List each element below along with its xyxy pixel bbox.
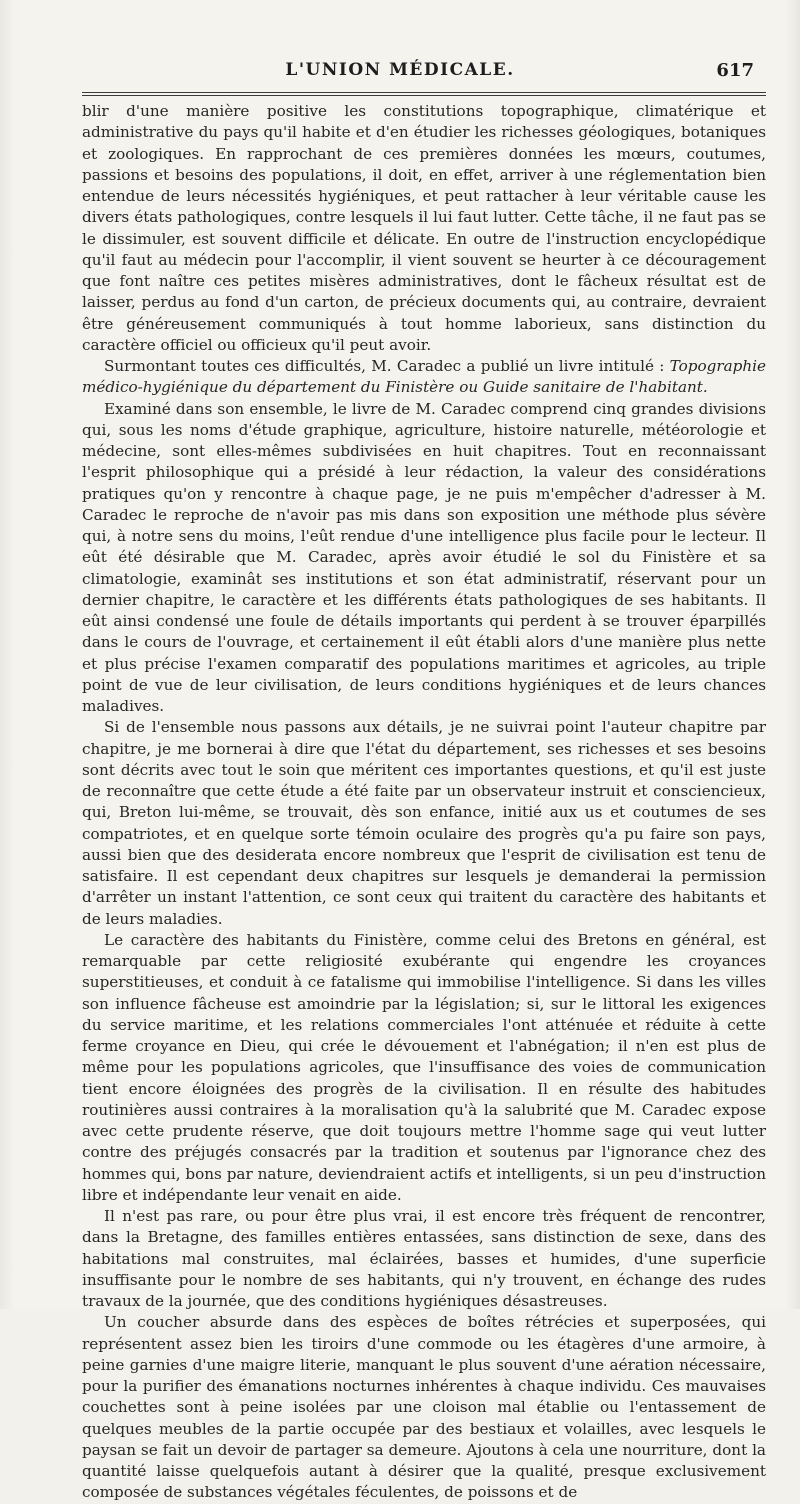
article-body [82, 101, 766, 1504]
paragraph-2: Examiné dans son ensemble, le livre de M. Caradec comprend cinq grandes divisions qui, sous les noms d'étude graphique, agriculture, histoire naturelle, météorologie et médecine, sont elles-mêmes subdivisées en huit chapitres. Tout en reconnaissant l'esprit philosophique qui a présidé à leur rédaction, la valeur des considérations pratiques qu'on y rencontre à chaque page, je ne puis m'empêcher d'adresser à M. Caradec le reproche de n'avoir pas mis dans son exposition une méthode plus sévère qui, à notre sens du moins, l'eût rendue d'une intelligence plus facile pour le lecteur. Il eût été désirable que M. Caradec, après avoir étudié le sol du Finistère et sa climatologie, examinât ses institutions et son état administratif, réservant pour un dernier chapitre, le caractère et les différents états pathologiques de ses habitants. Il eût ainsi condensé une foule de détails importants qui perdent à se trouver éparpillés dans le cours de l'ouvrage, et certainement il eût établi alors d'une manière plus nette et plus précise l'examen comparatif des populations maritimes et agricoles, au triple point de vue de leur civilisation, de leurs conditions hygiéniques et de leurs chances maladives. [82, 399, 766, 715]
paragraph-3: Si de l'ensemble nous passons aux détails, je ne suivrai point l'auteur chapitre par chapitre, je me bornerai à dire que l'état du département, ses richesses et ses besoins sont décrits avec tout le soin que méritent ces importantes questions, et qu'il est juste de reconnaître que cette étude a été faite par un observateur instruit et consciencieux, qui, Breton lui-même, se trouvait, dès son enfance, initié aux us et coutumes de ses compatriotes, et en quelque sorte témoin oculaire des progrès qu'a pu faire son pays, aussi bien que des desiderata encore nombreux que l'esprit de civilisation est tenu de satisfaire. Il est cependant deux chapitres sur lesquels je demanderai la permission d'arrêter un instant l'attention, ce sont ceux qui traitent du caractère des habitants et de leurs maladies. [82, 718, 766, 928]
header-rule [82, 92, 766, 93]
paragraph-6: Un coucher absurde dans des espèces de boîtes rétrécies et superposées, qui représentent assez bien les tiroirs d'une commode ou les étagères d'une armoire, à peine garnies d'une maigre literie, manquant le plus souvent d'une aération nécessaire, pour la purifier des émanations nocturnes inhérentes à chaque individu. Ces mauvaises couchettes sont à peine isolées par une cloison mal établie ou l'entassement de quelques meubles de la partie occupée par des bestiaux et volailles, avec lesquels le paysan se fait un devoir de partager sa demeure. Ajoutons à cela une nourriture, dont la quantité laisse quelquefois autant à désirer que la qualité, presque exclusivement composée de substances végétales féculentes, de poissons et de [82, 1313, 766, 1502]
page-header [0, 58, 800, 88]
book-intro: Surmontant toutes ces difficultés, M. Caradec a publié un livre intitulé : [104, 357, 670, 375]
paragraph-5: Il n'est pas rare, ou pour être plus vrai, il est encore très fréquent de rencontrer, dans la Bretagne, des familles entières entassées, sans distinction de sexe, dans des habitations mal construites, mal éclairées, basses et humides, d'une superficie insuffisante pour le nombre de ses habitants, qui n'y trouvent, en échange des rudes travaux de la journée, que des conditions hygiéniques désastreuses. [82, 1207, 766, 1310]
running-title: L'UNION MÉDICALE. [285, 60, 515, 80]
header-rule-thin [82, 95, 766, 96]
paragraph-1: blir d'une manière positive les constitutions topographique, climatérique et administrative du pays qu'il habite et d'en étudier les richesses géologiques, botaniques et zoologiques. En rapprochant de ces premières données les mœurs, coutumes, passions et besoins des populations, il doit, en effet, arriver à une réglementation bien entendue de leurs nécessités hygiéniques, et peut rattacher à leur véritable cause les divers états pathologiques, contre lesquels il lui faut lutter. Cette tâche, il ne faut pas se le dissimuler, est souvent difficile et délicate. En outre de l'instruction encyclopédique qu'il faut au médecin pour l'accomplir, il vient souvent se heurter à ce découragement que font naître ces petites misères administratives, dont le fâcheux résultat est de laisser, perdus au fond d'un carton, de précieux documents qui, au contraire, devraient être généreusement communiqués à tout homme laborieux, sans distinction du caractère officiel ou officieux qu'il peut avoir. [82, 102, 766, 354]
book-title: Topographie médico-hygiénique du département du Finistère ou Guide sanitaire de l'habitant. [82, 357, 766, 397]
paragraph-book-title [82, 356, 766, 399]
paragraph-4: Le caractère des habitants du Finistère, comme celui des Bretons en général, est remarquable par cette religiosité exubérante qui engendre les croyances superstitieuses, et conduit à ce fatalisme qui immobilise l'intelligence. Si dans les villes son influence fâcheuse est amoindrie par la législation; si, sur le littoral les exigences du service maritime, et les relations commerciales l'ont atténuée et réduite à cette ferme croyance en Dieu, qui crée le dévouement et l'abnégation; il n'en est plus de même pour les populations agricoles, que l'insuffisance des voies de communication tient encore éloignées des progrès de la civilisation. Il en résulte des habitudes routinières aussi contraires à la moralisation qu'à la salubrité que M. Caradec expose avec cette prudente réserve, que doit toujours mettre l'homme sage qui veut lutter contre des préjugés consacrés par la tradition et soutenus par l'ignorance chez des hommes qui, bons par nature, deviendraient actifs et intelligents, si un peu d'instruction libre et indépendante leur venait en aide. [82, 930, 766, 1204]
page-number: 617 [716, 60, 754, 81]
